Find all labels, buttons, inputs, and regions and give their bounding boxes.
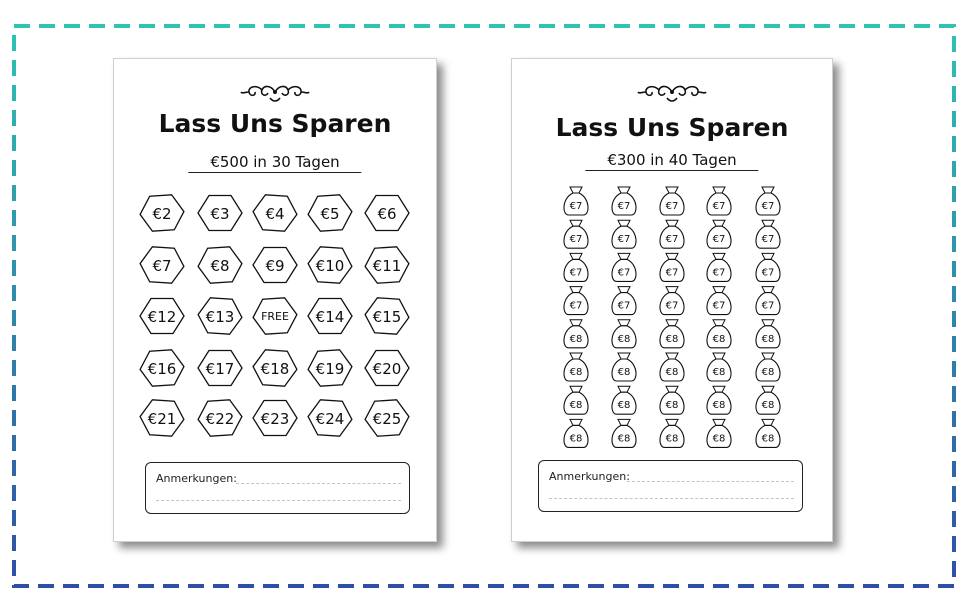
bag-amount: €7	[569, 234, 583, 246]
savings-hexagon[interactable]	[140, 299, 184, 334]
sheet-subtitle: €300 in 40 Tagen	[585, 151, 758, 171]
money-bag-icon[interactable]	[756, 220, 780, 248]
bag-knot	[713, 419, 725, 425]
bag-knot	[618, 220, 630, 226]
money-bag-icon[interactable]	[707, 253, 731, 281]
notes-box[interactable]	[145, 462, 410, 514]
hexagon-amount: €13	[205, 308, 235, 326]
notes-line	[549, 498, 794, 499]
savings-hexagon[interactable]	[198, 247, 242, 283]
bag-amount: €7	[665, 234, 679, 246]
bag-amount: €7	[712, 300, 726, 312]
savings-hexagon[interactable]	[308, 195, 352, 231]
money-bag-icon[interactable]	[564, 353, 588, 381]
bag-amount: €7	[712, 234, 726, 246]
bag-amount: €7	[761, 234, 775, 246]
bag-amount: €7	[617, 201, 631, 212]
notes-label: Anmerkungen:	[156, 472, 237, 485]
savings-hexagon[interactable]	[140, 400, 184, 436]
bag-amount: €8	[617, 400, 631, 412]
bag-knot	[618, 287, 630, 293]
savings-hexagon[interactable]	[365, 247, 409, 283]
money-bag-icon[interactable]	[564, 187, 588, 215]
money-bag-icon[interactable]	[612, 419, 636, 447]
bag-amount: €7	[712, 201, 726, 212]
hexagon-amount: €25	[372, 410, 402, 428]
bag-amount: €8	[665, 433, 679, 445]
notes-label: Anmerkungen:	[549, 470, 630, 483]
bag-knot	[666, 419, 678, 425]
hexagon-amount: €20	[372, 360, 402, 378]
notes-line	[156, 500, 401, 501]
hexagon-amount: €3	[210, 205, 230, 223]
bag-amount: €7	[665, 300, 679, 312]
savings-hexagon[interactable]	[140, 350, 184, 386]
bag-amount: €8	[617, 333, 631, 345]
bag-knot	[618, 386, 630, 392]
bag-amount: €7	[617, 234, 631, 246]
money-bag-icon[interactable]	[564, 320, 588, 348]
bag-amount: €8	[665, 400, 679, 412]
bag-amount: €7	[665, 267, 679, 279]
bag-amount: €8	[712, 433, 726, 445]
bag-knot	[666, 253, 678, 259]
savings-hexagon[interactable]	[365, 400, 409, 436]
bag-knot	[666, 220, 678, 226]
bag-amount: €7	[569, 201, 583, 212]
bag-amount: €8	[569, 333, 583, 345]
savings-sheet-500	[113, 58, 437, 542]
bag-amount: €7	[712, 267, 726, 279]
bag-amount: €8	[617, 433, 631, 445]
bag-amount: €8	[665, 367, 679, 378]
bag-knot	[713, 220, 725, 226]
savings-sheet-300	[511, 58, 833, 542]
bag-knot	[713, 187, 725, 193]
savings-hexagon[interactable]	[365, 298, 409, 334]
money-bag-icon[interactable]	[756, 187, 780, 215]
hexagon-amount: €11	[372, 257, 402, 275]
hexagon-amount: €23	[260, 410, 290, 428]
bag-knot	[762, 353, 774, 359]
bag-knot	[570, 287, 582, 293]
bag-knot	[762, 287, 774, 293]
bag-amount: €8	[712, 333, 726, 345]
bag-amount: €8	[761, 400, 775, 412]
money-bag-icon[interactable]	[564, 386, 588, 414]
money-bag-icon[interactable]	[756, 386, 780, 414]
money-bag-icon[interactable]	[564, 287, 588, 315]
savings-hexagon[interactable]	[365, 196, 409, 231]
money-bag-icon[interactable]	[756, 253, 780, 281]
savings-hexagon[interactable]	[198, 298, 242, 334]
savings-hexagon[interactable]	[140, 195, 184, 231]
bag-knot	[762, 386, 774, 392]
bag-amount: €8	[761, 367, 775, 378]
hexagon-amount: FREE	[261, 310, 289, 323]
hexagon-amount: €19	[315, 360, 345, 378]
bag-amount: €8	[761, 333, 775, 345]
money-bag-icon[interactable]	[756, 320, 780, 348]
hexagon-grid	[114, 59, 436, 459]
money-bag-icon[interactable]	[612, 353, 636, 381]
money-bag-icon[interactable]	[707, 187, 731, 215]
bag-amount: €8	[761, 433, 775, 445]
money-bag-icon[interactable]	[707, 220, 731, 248]
money-bag-icon[interactable]	[564, 419, 588, 447]
bag-knot	[666, 353, 678, 359]
bag-knot	[618, 419, 630, 425]
bag-knot	[570, 253, 582, 259]
bag-knot	[570, 320, 582, 326]
hexagon-amount: €4	[265, 205, 285, 223]
sheet-title: Lass Uns Sparen	[158, 109, 392, 138]
hexagon-amount: €9	[265, 257, 285, 275]
bag-amount: €7	[665, 201, 679, 212]
money-bag-icon[interactable]	[612, 320, 636, 348]
savings-hexagon[interactable]	[198, 196, 242, 231]
bag-knot	[618, 187, 630, 193]
bag-knot	[713, 386, 725, 392]
bag-knot	[570, 353, 582, 359]
bag-knot	[570, 187, 582, 193]
bag-amount: €7	[761, 201, 775, 212]
savings-hexagon[interactable]	[253, 195, 297, 231]
savings-hexagon[interactable]	[308, 350, 352, 386]
savings-hexagon[interactable]	[253, 401, 297, 436]
bag-knot	[713, 353, 725, 359]
bag-knot	[666, 287, 678, 293]
money-bag-icon[interactable]	[756, 419, 780, 447]
savings-hexagon[interactable]	[198, 351, 242, 386]
bag-knot	[618, 353, 630, 359]
savings-hexagon[interactable]	[140, 247, 184, 283]
money-bag-icon[interactable]	[660, 253, 684, 281]
money-bag-icon[interactable]	[756, 353, 780, 381]
bag-amount: €7	[617, 300, 631, 312]
money-bag-icon[interactable]	[756, 287, 780, 315]
bag-knot	[713, 320, 725, 326]
bag-amount: €7	[569, 267, 583, 279]
hexagon-amount: €24	[315, 410, 345, 428]
bag-knot	[666, 386, 678, 392]
bag-amount: €8	[569, 433, 583, 445]
bag-amount: €8	[569, 400, 583, 412]
money-bag-icon[interactable]	[707, 419, 731, 447]
bag-knot	[713, 287, 725, 293]
savings-hexagon[interactable]	[253, 248, 297, 283]
hexagon-amount: €14	[315, 308, 345, 326]
savings-hexagon[interactable]	[198, 400, 242, 436]
savings-hexagon[interactable]	[365, 351, 409, 386]
hexagon-amount: €18	[260, 360, 290, 378]
hexagon-amount: €17	[205, 360, 235, 378]
bag-knot	[762, 187, 774, 193]
bag-knot	[666, 187, 678, 193]
money-bag-icon[interactable]	[707, 386, 731, 414]
money-bag-icon[interactable]	[564, 220, 588, 248]
hexagon-amount: €15	[372, 308, 402, 326]
bag-amount: €8	[617, 367, 631, 378]
money-bag-icon[interactable]	[660, 287, 684, 315]
bag-knot	[762, 253, 774, 259]
hexagon-amount: €12	[147, 308, 177, 326]
money-bag-icon[interactable]	[660, 320, 684, 348]
bag-knot	[570, 419, 582, 425]
hexagon-amount: €10	[315, 257, 345, 275]
bag-amount: €8	[665, 333, 679, 345]
hexagon-amount: €6	[377, 205, 397, 223]
savings-hexagon[interactable]	[308, 247, 352, 283]
bag-knot	[666, 320, 678, 326]
bag-amount: €7	[617, 267, 631, 279]
money-bag-icon[interactable]	[660, 187, 684, 215]
hexagon-amount: €21	[147, 410, 177, 428]
money-bag-grid	[512, 59, 832, 459]
money-bag-icon[interactable]	[660, 353, 684, 381]
savings-hexagon[interactable]	[253, 350, 297, 386]
bag-amount: €7	[761, 300, 775, 312]
hexagon-amount: €8	[210, 257, 230, 275]
sheet-title: Lass Uns Sparen	[555, 113, 789, 142]
money-bag-icon[interactable]	[660, 386, 684, 414]
bag-amount: €7	[761, 267, 775, 279]
money-bag-icon[interactable]	[612, 287, 636, 315]
notes-line	[236, 483, 401, 484]
bag-knot	[618, 253, 630, 259]
bag-amount: €8	[712, 367, 726, 378]
bag-knot	[762, 419, 774, 425]
savings-hexagon[interactable]	[308, 400, 352, 436]
bag-amount: €8	[712, 400, 726, 412]
savings-hexagon[interactable]	[253, 298, 297, 334]
savings-hexagon[interactable]	[308, 299, 352, 334]
bag-knot	[762, 320, 774, 326]
hexagon-amount: €16	[147, 360, 177, 378]
money-bag-icon[interactable]	[564, 253, 588, 281]
bag-amount: €8	[569, 367, 583, 378]
money-bag-icon[interactable]	[612, 253, 636, 281]
bag-knot	[618, 320, 630, 326]
hexagon-amount: €7	[152, 257, 172, 275]
hexagon-amount: €2	[152, 205, 172, 223]
money-bag-icon[interactable]	[707, 353, 731, 381]
money-bag-icon[interactable]	[707, 287, 731, 315]
sheet-subtitle: €500 in 30 Tagen	[188, 153, 361, 173]
notes-line	[627, 481, 794, 482]
money-bag-icon[interactable]	[660, 419, 684, 447]
bag-amount: €7	[569, 300, 583, 312]
money-bag-icon[interactable]	[612, 220, 636, 248]
bag-knot	[570, 220, 582, 226]
money-bag-icon[interactable]	[612, 386, 636, 414]
hexagon-amount: €5	[320, 205, 340, 223]
notes-box[interactable]	[538, 460, 803, 512]
hexagon-amount: €22	[205, 410, 235, 428]
money-bag-icon[interactable]	[707, 320, 731, 348]
bag-knot	[570, 386, 582, 392]
money-bag-icon[interactable]	[660, 220, 684, 248]
money-bag-icon[interactable]	[612, 187, 636, 215]
bag-knot	[762, 220, 774, 226]
bag-knot	[713, 253, 725, 259]
